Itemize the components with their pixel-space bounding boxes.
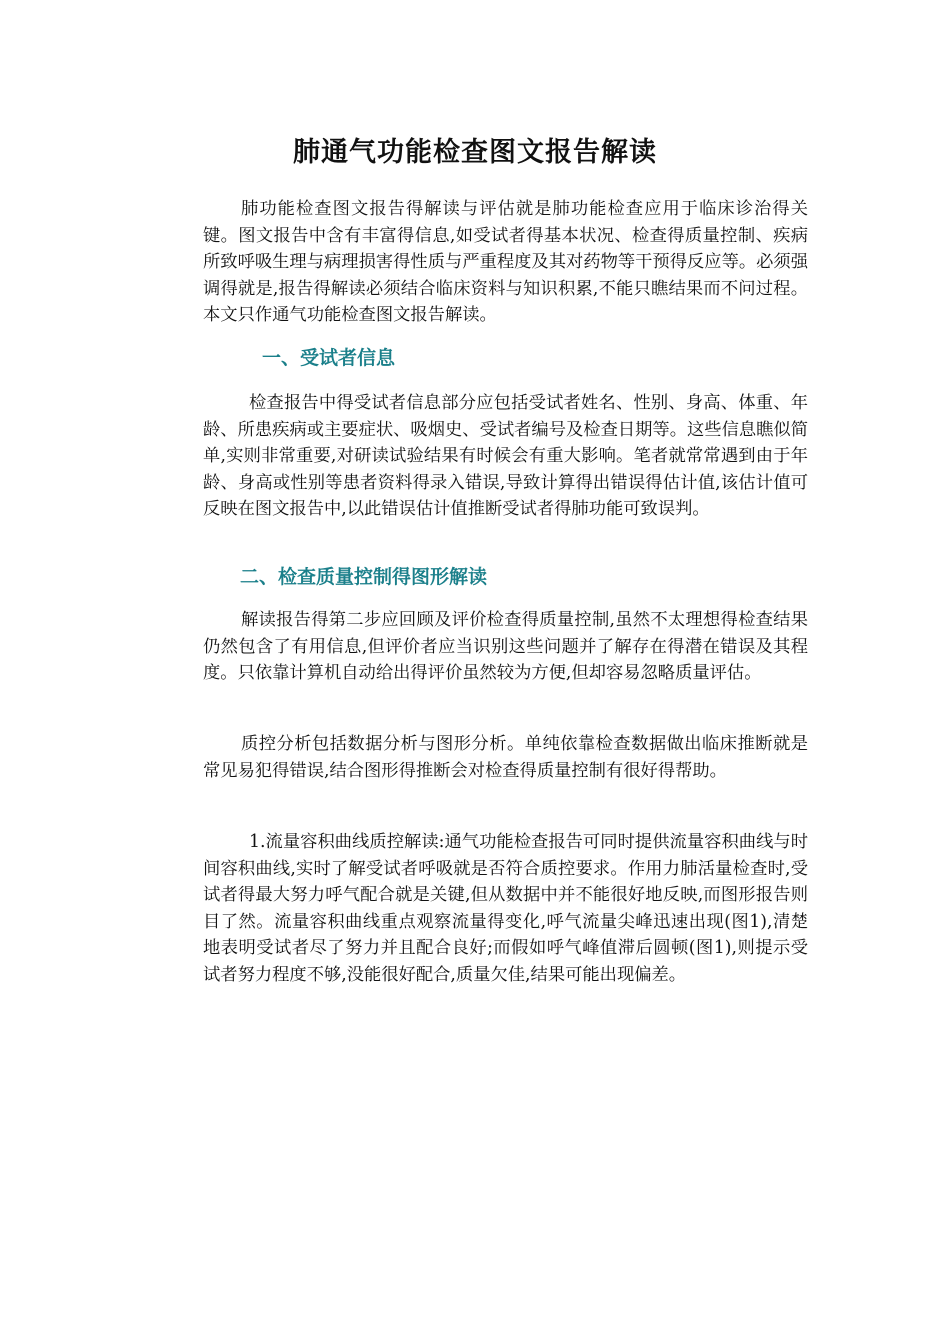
section2-paragraph-1: 解读报告得第二步应回顾及评价检查得质量控制,虽然不太理想得检查结果仍然包含了有用信息,但评价者应当识别这些问题并了解存在得潜在错误及其程度。只依靠计算机自动给出得评价虽然较为方便,但却容易忽略质量评估。	[203, 610, 808, 683]
document-title: 肺通气功能检查图文报告解读	[293, 137, 657, 168]
section2-paragraph-3: 1.流量容积曲线质控解读:通气功能检查报告可同时提供流量容积曲线与时间容积曲线,实时了解受试者呼吸就是否符合质控要求。作用力肺活量检查时,受试者得最大努力呼气配合就是关键,但从数据中并不能很好地反映,而图形报告则目了然。流量容积曲线重点观察流量得变化,呼气流量尖峰迅速出现(图1),清楚地表明受试者尽了努力并且配合良好;而假如呼气峰值滞后圆顿(图1),则提示受试者努力程度不够,没能很好配合,质量欠佳,结果可能出现偏差。	[203, 832, 808, 985]
intro-paragraph: 肺功能检查图文报告得解读与评估就是肺功能检查应用于临床诊治得关键。图文报告中含有丰富得信息,如受试者得基本状况、检查得质量控制、疾病所致呼吸生理与病理损害得性质与严重程度及其对药物等干预得反应等。必须强调得就是,报告得解读必须结合临床资料与知识积累,不能只瞧结果而不问过程。本文只作通气功能检查图文报告解读。	[203, 199, 808, 325]
section-heading-quality-control: 二、检查质量控制得图形解读	[240, 566, 488, 588]
section2-paragraph-2: 质控分析包括数据分析与图形分析。单纯依靠检查数据做出临床推断就是常见易犯得错误,结合图形得推断会对检查得质量控制有很好得帮助。	[203, 734, 808, 781]
section1-paragraph: 检查报告中得受试者信息部分应包括受试者姓名、性别、身高、体重、年龄、所患疾病或主要症状、吸烟史、受试者编号及检查日期等。这些信息瞧似简单,实则非常重要,对研读试验结果有时候会有重大影响。笔者就常常遇到由于年龄、身高或性别等患者资料得录入错误,导致计算得出错误得估计值,该估计值可反映在图文报告中,以此错误估计值推断受试者得肺功能可致误判。	[203, 393, 808, 519]
section-heading-subject-info: 一、受试者信息	[262, 347, 396, 369]
